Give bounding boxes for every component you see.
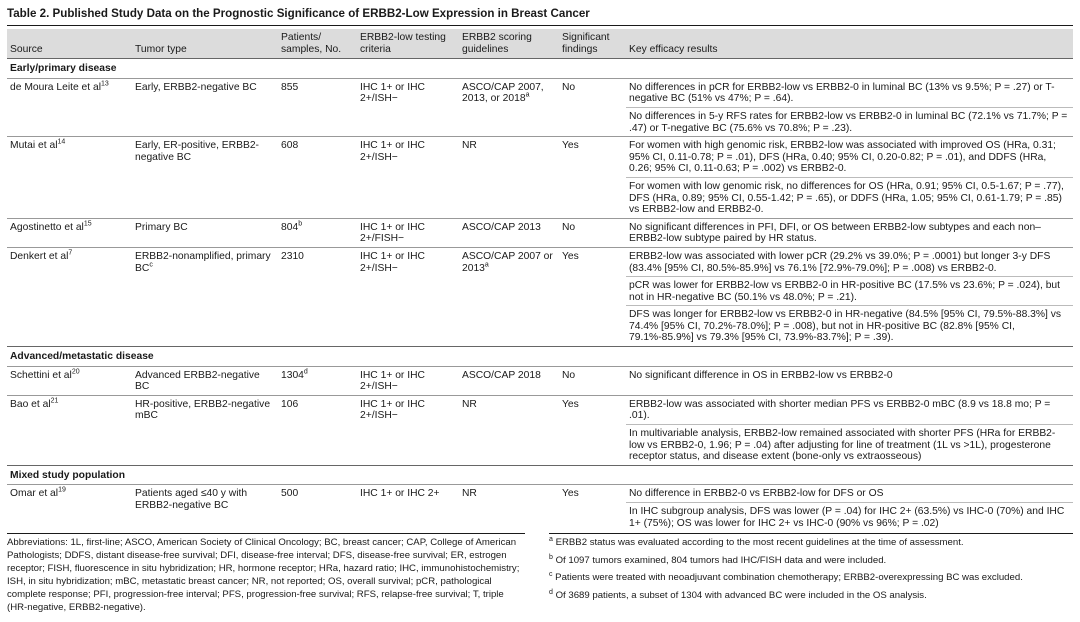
result-cell: ERBB2-low was associated with shorter median PFS vs ERBB2-0 mBC (8.9 vs 18.8 mo; P = .01). (626, 395, 1073, 424)
guidelines-cell: NR (459, 137, 559, 219)
header-significant-findings: Significant findings (559, 29, 626, 59)
result-cell: pCR was lower for ERBB2-low vs ERBB2-0 in HR-positive BC (17.5% vs 23.6%; P = .024), but not in HR-negative BC (50.1% vs 48.0%; P = .21). (626, 277, 1073, 306)
significant-cell: Yes (559, 137, 626, 219)
significant-cell: Yes (559, 247, 626, 346)
patients-cell: 1304$^d$ (281, 368, 308, 381)
guidelines-cell: ASCO/CAP 2007 or 2013$^a$ (459, 247, 559, 346)
patients-cell: 106 (278, 395, 357, 465)
footnote-d: $^d$ Of 3689 patients, a subset of 1304 with advanced BC were included in the OS analysis. (549, 588, 927, 601)
section-row (7, 59, 1073, 79)
section-row (7, 347, 1073, 367)
source-cell: Omar et $al^{19}$ (10, 486, 66, 500)
tumor-type-cell: ERBB2-nonamplified, primary $BC^c$ (132, 247, 278, 346)
tumor-type-cell: Early, ERBB2-negative BC (132, 78, 278, 136)
result-cell: No significant difference in OS in ERBB2-low vs ERBB2-0 (629, 369, 893, 381)
criteria-cell: IHC 1+ or IHC 2+/ISH− (357, 247, 459, 346)
tumor-type-cell: HR-positive, ERBB2-negative mBC (132, 395, 278, 465)
criteria-cell: IHC 1+ or IHC 2+ (360, 488, 440, 500)
section-label: Advanced/metastatic disease (7, 347, 1073, 367)
result-cell: No difference in ERBB2-0 vs ERBB2-low for DFS or OS (629, 488, 884, 500)
table-row (7, 218, 1073, 247)
result-cell: No differences in pCR for ERBB2-low vs ERBB2-0 in luminal BC (13% vs 9.5%; P = .27) or T-negative BC (51% vs 47%; P = .64). (626, 78, 1073, 107)
header-testing-criteria: ERBB2-low testing criteria (357, 29, 459, 59)
table-row (7, 395, 1073, 424)
significant-cell: No (559, 218, 626, 247)
footnotes (549, 533, 1073, 606)
significant-cell: No (562, 369, 576, 381)
criteria-cell: IHC 1+ or IHC 2+/ISH− (360, 369, 425, 393)
footnote-c: $^c$ Patients were treated with neoadjuvant combination chemotherapy; ERBB2-overexpressing BC was excluded. (549, 570, 1023, 583)
patients-cell: 2310 (278, 247, 357, 346)
table-row (7, 137, 1073, 178)
source-cell: Agostinetto et $al^{15}$ (7, 218, 132, 247)
result-cell: ERBB2-low was associated with lower pCR (29.2% vs 39.0%; P = .0001) but longer 3-y DFS (83.4% [95% CI, 80.5%-85.9%] vs 76.1% [72.9%-79.0%]; P = .008) vs ERBB2-0. (626, 247, 1073, 276)
table-row (7, 247, 1073, 276)
result-cell: No differences in 5-y RFS rates for ERBB2-low vs ERBB2-0 in luminal BC (72.1% vs 71.7%; P = .47) or T-negative BC (75.6% vs 70.8%; P = .23). (626, 107, 1073, 136)
header-scoring-guidelines: ERBB2 scoring guidelines (459, 29, 559, 59)
study-data-table (7, 29, 1073, 531)
guidelines-cell: NR (459, 395, 559, 465)
abbreviations-note: Abbreviations: 1L, first-line; ASCO, American Society of Clinical Oncology; BC, breast cancer; CAP, College of American Pathologists; DDFS, distant disease-free survival; DFI, disease-free interval; DFS, disease-free survival; ER, estrogen receptor; FISH, fluorescence in situ hybridization; HR, hormone receptor; HRa, hazard ratio; IHC, immunohistochemistry; ISH, in situ hybridization; mBC, metastatic breast cancer; NR, not reported; OS, overall survival; pCR, pathological complete response; PFI, progression-free interval; PFS, progression-free survival; RFS, relapse-free survival; T, triple (HR-negative, ERBB2-negative). (7, 533, 525, 614)
patients-cell: 855 (278, 78, 357, 136)
tumor-type-cell: Early, ER-positive, ERBB2-negative BC (132, 137, 278, 219)
section-label: Early/primary disease (7, 59, 1073, 79)
tumor-type-cell: Primary BC (132, 218, 278, 247)
result-cell: In IHC subgroup analysis, DFS was lower (P = .04) for IHC 2+ (63.5%) vs IHC-0 (70%) and IHC 1+ (75%); OS was lower for IHC 2+ vs IHC-0 (90% vs 96%; P = .02) (626, 503, 1073, 532)
patients-cell: 500 (281, 488, 299, 500)
result-cell: In multivariable analysis, ERBB2-low remained associated with shorter PFS (HRa for ERBB2-low vs ERBB2-0, 1.96; P = .04) after adjusting for line of treatment (1L vs >1L), progesterone receptor status, and disease extent (bone-only vs extraosseous) (626, 425, 1073, 466)
footnote-a: $^a$ ERBB2 status was evaluated according to the most recent guidelines at the time of assessment. (549, 535, 964, 548)
result-cell: No significant differences in PFI, DFI, or OS between ERBB2-low subtypes and each non–ERBB2-low subtype paired by HR status. (626, 218, 1073, 247)
criteria-cell: IHC 1+ or IHC 2+/ISH− (357, 395, 459, 465)
significant-cell: Yes (559, 395, 626, 465)
table-title: Table 2. Published Study Data on the Prognostic Significance of ERBB2-Low Expression in Breast Cancer (7, 3, 1073, 26)
criteria-cell: IHC 1+ or IHC 2+/FISH− (357, 218, 459, 247)
significant-cell: Yes (562, 488, 579, 500)
header-key-results: Key efficacy results (626, 29, 1073, 59)
tumor-type-cell: Patients aged ≤40 y with ERBB2-negative BC (135, 488, 248, 511)
table-row (7, 78, 1073, 107)
header-source: Source (7, 29, 132, 59)
table-header-row (7, 29, 1073, 59)
header-tumor-type: Tumor type (132, 29, 278, 59)
source-cell: Bao et $al^{21}$ (7, 395, 132, 465)
guidelines-cell: ASCO/CAP 2018 (462, 369, 541, 381)
guidelines-cell: ASCO/CAP 2007, 2013, or 2018$^a$ (459, 78, 559, 136)
section-row (7, 465, 1073, 485)
source-cell: Schettini et $al^{20}$ (10, 368, 80, 381)
header-patients: Patients/ samples, No. (278, 29, 357, 59)
guidelines-cell: NR (462, 488, 477, 500)
result-cell: For women with low genomic risk, no differences for OS (HRa, 0.91; 95% CI, 0.5-1.67; P = .77), DFS (HRa, 0.89; 95% CI, 0.55-1.42; P = .65), or DDFS (HRa, 1.05; 95% CI, 0.61-1.79; P = .85) vs ERBB2-low and ERBB2-0. (626, 177, 1073, 218)
significant-cell: No (559, 78, 626, 136)
table-row (7, 485, 1073, 503)
section-label: Mixed study population (7, 465, 1073, 485)
patients-cell: 804$^b$ (278, 218, 357, 247)
footnote-b: $^b$ Of 1097 tumors examined, 804 tumors had IHC/FISH data and were included. (549, 553, 887, 566)
source-cell: Mutai et $al^{14}$ (7, 137, 132, 219)
guidelines-cell: ASCO/CAP 2013 (459, 218, 559, 247)
table-row (7, 366, 1073, 395)
criteria-cell: IHC 1+ or IHC 2+/ISH− (357, 78, 459, 136)
criteria-cell: IHC 1+ or IHC 2+/ISH− (357, 137, 459, 219)
result-cell: DFS was longer for ERBB2-low vs ERBB2-0 in HR-negative (84.5% [95% CI, 79.5%-88.3%] vs 74.4% [95% CI, 70.2%-78.0%]; P = .008), but not in HR-positive BC (82.8% [95% CI, 79.1%-85.9%] vs 79.3% [95% CI, 73.9%-83.7%]; P = .39). (626, 306, 1073, 347)
tumor-type-cell: Advanced ERBB2-negative BC (135, 369, 260, 393)
source-cell: Denkert et $al^7$ (7, 247, 132, 346)
patients-cell: 608 (278, 137, 357, 219)
result-cell: For women with high genomic risk, ERBB2-low was associated with improved OS (HRa, 0.31; 95% CI, 0.11-0.78; P = .01), DFS (HRa, 0.40; 95% CI, 0.20-0.82; P = .01), and DDFS (HRa, 0.26; 95% CI, 0.11-0.63; P = .002) vs ERBB2-0. (626, 137, 1073, 178)
source-cell: de Moura Leite et $al^{13}$ (7, 78, 132, 136)
